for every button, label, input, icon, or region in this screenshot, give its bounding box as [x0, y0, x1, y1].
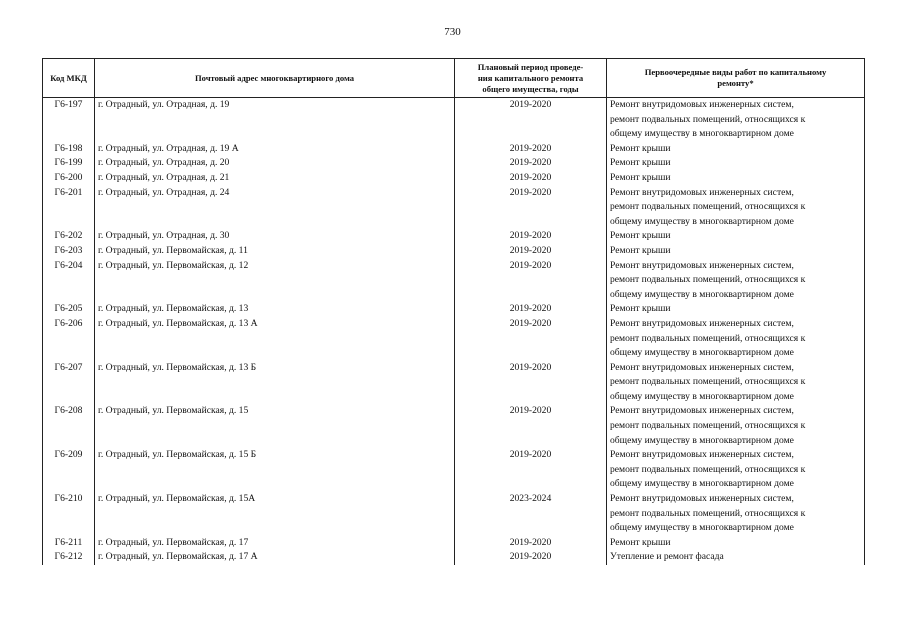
row-address: г. Отрадный, ул. Первомайская, д. 17 А: [95, 550, 455, 565]
table-row: [43, 550, 865, 565]
row-works-line: Ремонт внутридомовых инженерных систем,: [610, 493, 794, 505]
row-period: 2019-2020: [455, 171, 607, 186]
row-address: г. Отрадный, ул. Первомайская, д. 11: [95, 244, 455, 259]
row-code: Г6-200: [43, 171, 95, 186]
row-works-line: ремонт подвальных помещений, относящихся к: [610, 507, 806, 519]
row-works: [607, 492, 865, 536]
row-works-line: Ремонт крыши: [610, 157, 671, 169]
table-row: [43, 244, 865, 259]
table-row: [43, 317, 865, 361]
row-works-line: ремонт подвальных помещений, относящихся к: [610, 376, 806, 388]
row-period: 2019-2020: [455, 229, 607, 244]
header-works: [607, 59, 865, 98]
row-code: Г6-209: [43, 448, 95, 492]
table-row: [43, 98, 865, 142]
row-works-line: Ремонт внутридомовых инженерных систем,: [610, 361, 794, 373]
header-period-line: общего имущества, годы: [482, 83, 579, 94]
row-works-line: Ремонт крыши: [610, 171, 671, 183]
row-code: Г6-203: [43, 244, 95, 259]
row-address: г. Отрадный, ул. Первомайская, д. 13 Б: [95, 361, 455, 405]
row-period: 2019-2020: [455, 156, 607, 171]
row-works: [607, 361, 865, 405]
row-works: [607, 448, 865, 492]
row-address: г. Отрадный, ул. Отрадная, д. 30: [95, 229, 455, 244]
row-works-line: общему имуществу в многоквартирном доме: [610, 288, 794, 300]
row-address: г. Отрадный, ул. Первомайская, д. 12: [95, 259, 455, 303]
row-works-line: ремонт подвальных помещений, относящихся к: [610, 201, 806, 213]
row-works-line: Ремонт крыши: [610, 230, 671, 242]
row-address: г. Отрадный, ул. Первомайская, д. 15А: [95, 492, 455, 536]
row-period: 2019-2020: [455, 448, 607, 492]
row-address: г. Отрадный, ул. Отрадная, д. 24: [95, 186, 455, 230]
row-address: г. Отрадный, ул. Отрадная, д. 19 А: [95, 142, 455, 157]
row-code: Г6-202: [43, 229, 95, 244]
row-works-line: Ремонт крыши: [610, 244, 671, 256]
row-period: 2019-2020: [455, 536, 607, 551]
header-row: [43, 59, 865, 98]
header-works-line: Первоочередные виды работ по капитальному: [644, 67, 827, 77]
row-works: [607, 550, 865, 565]
row-works-line: ремонт подвальных помещений, относящихся к: [610, 332, 806, 344]
table-header: [43, 59, 865, 98]
page-number: 730: [444, 26, 461, 38]
row-code: Г6-201: [43, 186, 95, 230]
repair-schedule-table: [42, 58, 865, 565]
row-works-line: Ремонт крыши: [610, 536, 671, 548]
row-period: 2019-2020: [455, 186, 607, 230]
row-period: 2019-2020: [455, 302, 607, 317]
table-row: [43, 448, 865, 492]
table-row: [43, 186, 865, 230]
row-works-line: ремонт подвальных помещений, относящихся к: [610, 113, 806, 125]
row-works-line: общему имуществу в многоквартирном доме: [610, 128, 794, 140]
row-works-line: Ремонт крыши: [610, 142, 671, 154]
row-code: Г6-198: [43, 142, 95, 157]
row-works: [607, 244, 865, 259]
table-row: [43, 156, 865, 171]
row-works: [607, 317, 865, 361]
row-code: Г6-204: [43, 259, 95, 303]
row-works-line: общему имуществу в многоквартирном доме: [610, 522, 794, 534]
row-works-line: общему имуществу в многоквартирном доме: [610, 478, 794, 490]
header-code: Код МКД: [43, 59, 95, 98]
row-works: [607, 142, 865, 157]
row-works-line: общему имуществу в многоквартирном доме: [610, 215, 794, 227]
row-works-line: Утепление и ремонт фасада: [610, 551, 724, 563]
row-works-line: общему имуществу в многоквартирном доме: [610, 347, 794, 359]
table-row: [43, 361, 865, 405]
row-code: Г6-205: [43, 302, 95, 317]
row-works-line: Ремонт внутридомовых инженерных систем,: [610, 449, 794, 461]
row-period: 2019-2020: [455, 550, 607, 565]
row-works-line: Ремонт внутридомовых инженерных систем,: [610, 186, 794, 198]
row-works: [607, 259, 865, 303]
row-works: [607, 404, 865, 448]
row-address: г. Отрадный, ул. Отрадная, д. 19: [95, 98, 455, 142]
table-row: [43, 171, 865, 186]
row-works: [607, 229, 865, 244]
row-works-line: Ремонт внутридомовых инженерных систем,: [610, 99, 794, 110]
table-row: [43, 492, 865, 536]
row-works-line: ремонт подвальных помещений, относящихся к: [610, 420, 806, 432]
row-period: 2023-2024: [455, 492, 607, 536]
row-address: г. Отрадный, ул. Первомайская, д. 15 Б: [95, 448, 455, 492]
header-period-line: Плановый период проведе-: [477, 61, 584, 72]
row-address: г. Отрадный, ул. Первомайская, д. 15: [95, 404, 455, 448]
row-period: 2019-2020: [455, 361, 607, 405]
table-row: [43, 536, 865, 551]
row-works: [607, 156, 865, 171]
table-row: [43, 302, 865, 317]
row-works-line: Ремонт внутридомовых инженерных систем,: [610, 259, 794, 271]
row-period: 2019-2020: [455, 317, 607, 361]
row-code: Г6-199: [43, 156, 95, 171]
table-row: [43, 142, 865, 157]
row-period: 2019-2020: [455, 142, 607, 157]
row-address: г. Отрадный, ул. Первомайская, д. 13 А: [95, 317, 455, 361]
row-code: Г6-212: [43, 550, 95, 565]
row-period: 2019-2020: [455, 404, 607, 448]
header-period: [455, 59, 607, 98]
row-works-line: общему имуществу в многоквартирном доме: [610, 434, 794, 446]
row-works: [607, 186, 865, 230]
row-period: 2019-2020: [455, 98, 607, 142]
header-address: Почтовый адрес многоквартирного дома: [95, 59, 455, 98]
row-code: Г6-206: [43, 317, 95, 361]
row-code: Г6-208: [43, 404, 95, 448]
row-code: Г6-207: [43, 361, 95, 405]
header-period-line: ния капитального ремонта: [477, 72, 584, 83]
row-works: [607, 302, 865, 317]
row-code: Г6-210: [43, 492, 95, 536]
row-period: 2019-2020: [455, 244, 607, 259]
table-row: [43, 229, 865, 244]
table-row: [43, 259, 865, 303]
row-period: 2019-2020: [455, 259, 607, 303]
row-works-line: ремонт подвальных помещений, относящихся к: [610, 274, 806, 286]
row-works: [607, 171, 865, 186]
row-works-line: Ремонт внутридомовых инженерных систем,: [610, 405, 794, 417]
row-code: Г6-211: [43, 536, 95, 551]
row-works-line: ремонт подвальных помещений, относящихся к: [610, 463, 806, 475]
row-works-line: общему имуществу в многоквартирном доме: [610, 390, 794, 402]
row-works: [607, 536, 865, 551]
row-address: г. Отрадный, ул. Отрадная, д. 20: [95, 156, 455, 171]
table-row: [43, 404, 865, 448]
row-works: [607, 98, 865, 142]
row-code: Г6-197: [43, 98, 95, 142]
row-works-line: Ремонт внутридомовых инженерных систем,: [610, 317, 794, 329]
header-works-line: ремонту*: [717, 78, 754, 88]
row-works-line: Ремонт крыши: [610, 303, 671, 315]
row-address: г. Отрадный, ул. Первомайская, д. 17: [95, 536, 455, 551]
row-address: г. Отрадный, ул. Первомайская, д. 13: [95, 302, 455, 317]
row-address: г. Отрадный, ул. Отрадная, д. 21: [95, 171, 455, 186]
table-body: [43, 98, 865, 566]
